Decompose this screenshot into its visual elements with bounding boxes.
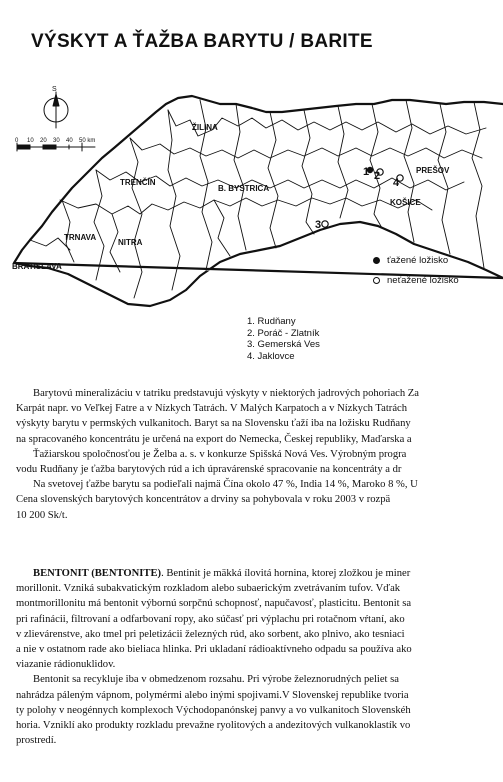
city-label-kosice: KOŠICE xyxy=(390,198,421,207)
text-line: Cena slovenských barytových koncentrátov a drviny sa pohybovala v roku 2003 v rozpä xyxy=(16,494,391,506)
deposit-number-3: 3 xyxy=(315,219,322,231)
city-label-zilina: ŽILINA xyxy=(192,123,218,132)
text-line: Na svetovej ťažbe barytu sa podieľali najmä Čína okolo 47 %, India 14 %, Maroko 8 %, U xyxy=(33,479,418,491)
text-line: vodu Rudňany je ťažba barytových rúd a ich úpravárenské spracovanie na koncentráty a dr xyxy=(16,464,402,476)
city-label-bratislava: BRATISLAVA xyxy=(12,262,62,271)
text-line: viazanie rádionuklidov. xyxy=(16,659,116,671)
page-title: VÝSKYT A ŤAŽBA BARYTU / BARITE xyxy=(31,31,373,52)
city-label-nitra: NITRA xyxy=(118,238,143,247)
text-line: výskyty barytu v permských vulkanitoch. Baryt sa na Slovensku ťaží iba na ložisku Rudňany xyxy=(16,418,411,430)
section-heading: BENTONIT (BENTONITE) xyxy=(33,568,162,579)
deposit-list xyxy=(247,316,320,362)
text-line: na spracovaného koncentrátu je určená na export do Nemecka, Českej republiky, Maďarska a xyxy=(16,433,412,445)
city-label-banska-bystrica: B. BYSTRICA xyxy=(218,184,270,193)
text-line: v zlievárenstve, ako tmel pri peletizácii železných rúd, ako sorbent, ako plnivo, ako tesniaci xyxy=(16,628,405,640)
text-line: prostredí. xyxy=(16,735,57,747)
scale-label-20: 20 xyxy=(40,138,47,144)
north-arrow-icon xyxy=(44,92,68,128)
scale-label-10: 10 xyxy=(27,138,34,144)
deposit-item: 2. Poráč - Zlatník xyxy=(247,327,320,339)
scale-label-0: 0 xyxy=(15,138,19,144)
deposit-number-4: 4 xyxy=(393,177,400,189)
text-line: Ťažiarskou spoločnosťou je Želba a. s. v konkurze Spišská Nová Ves. Výrobným progra xyxy=(33,448,407,460)
text-line: nahrádza páleným vápnom, polymérmi alebo inými spojivami.V Slovenskej republike tvoria xyxy=(16,689,409,701)
text-line: morillonit. Vzniká subakvatickým rozkladom alebo subaerickým zvetrávaním tufov. Vďak xyxy=(16,583,401,595)
deposit-marker-gemerska-ves xyxy=(322,221,328,227)
deposit-item: 4. Jaklovce xyxy=(247,350,295,362)
text-line: horia. Vzniklí ako produkty rozkladu prevažne ryolitových a andezitových vulkanoklastík vo xyxy=(16,720,411,732)
deposit-item: 3. Gemerská Ves xyxy=(247,339,320,350)
deposit-number-1: 1 xyxy=(363,166,370,178)
text-line: montmorillonitu má bentonit výbornú sorpčnú schopnosť, napučavosť, plasticitu. Bentonit sa xyxy=(16,598,412,610)
barite-paragraph xyxy=(16,386,503,523)
city-label-trencin: TRENČÍN xyxy=(120,178,156,187)
text-line: Barytovú mineralizáciu v tatriku predstavujú výskyty v niektorých jadrových pohoriach Za xyxy=(33,388,419,399)
city-label-presov: PREŠOV xyxy=(416,166,450,175)
city-label-trnava: TRNAVA xyxy=(64,233,97,242)
scale-label-50: 50 km xyxy=(79,138,96,144)
compass-label: S xyxy=(52,86,57,93)
scale-label-40: 40 xyxy=(66,138,73,144)
deposit-item: 1. Rudňany xyxy=(247,316,296,327)
scale-label-30: 30 xyxy=(53,138,60,144)
deposit-number-2: 2 xyxy=(374,170,381,182)
scale-bar xyxy=(17,143,95,151)
text-line: a nie v ostatnom rade ako bieliaca hlinka. Pri ukladaní rádioaktívneho odpadu sa používa ako xyxy=(16,644,412,656)
text-line: 10 200 Sk/t. xyxy=(16,509,68,521)
bentonite-section xyxy=(16,566,503,748)
legend-not-mined: neťažené ložisko xyxy=(373,275,459,286)
filled-circle-icon xyxy=(373,257,380,264)
text-line: Bentonit sa recykluje iba v obmedzenom rozsahu. Pri výrobe železnorudných peliet sa xyxy=(33,674,399,686)
text-line: BENTONIT (BENTONITE). Bentinit je mäkká ílovitá hornina, ktorej zložkou je miner xyxy=(33,568,411,579)
text-line: pri rafinácii, filtrovaní a odfarbovaní ropy, ako súčasť pri výplachu pri rotačnom vŕtaní, ako xyxy=(16,613,405,625)
open-circle-icon xyxy=(373,277,380,284)
text-line: ty polohy v neogénnych komplexoch Východopanónskej panvy a vo vulkanitoch Slovenskéh xyxy=(16,704,411,716)
text-line: Karpát napr. vo Veľkej Fatre a v Nízkych Tatrách. V Malých Karpatoch a v Nízkych Tatrách xyxy=(16,403,408,415)
legend-mined: ťažené ložisko xyxy=(373,255,448,266)
